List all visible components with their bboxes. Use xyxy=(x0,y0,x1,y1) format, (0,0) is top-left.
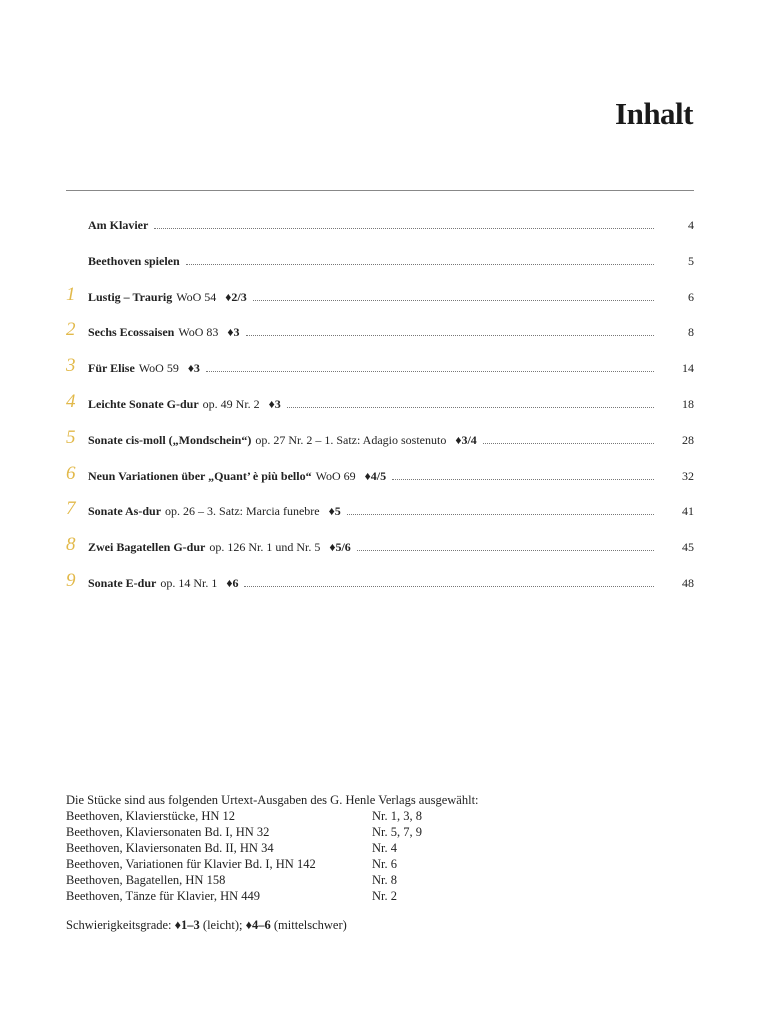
toc-entry-difficulty: ♦5 xyxy=(328,504,341,519)
dot-leader xyxy=(483,443,654,444)
toc-entry[interactable] xyxy=(66,534,694,554)
toc-entry-difficulty: ♦4/5 xyxy=(364,468,387,483)
toc-entry[interactable] xyxy=(66,212,694,232)
dot-leader xyxy=(287,407,654,408)
source-numbers: Nr. 6 xyxy=(372,857,397,871)
toc-entry[interactable] xyxy=(66,391,694,411)
toc-entry-subtitle: op. 27 Nr. 2 – 1. Satz: Adagio sostenuto xyxy=(255,432,447,447)
difficulty-label: Schwierigkeitsgrade: xyxy=(66,918,172,932)
toc-entry-number: 7 xyxy=(66,498,76,520)
toc-entry[interactable] xyxy=(66,319,694,339)
title-rule xyxy=(66,190,694,191)
source-row xyxy=(66,856,479,872)
toc-entry-title: Zwei Bagatellen G-dur xyxy=(88,540,206,555)
toc-entry-text xyxy=(88,433,477,447)
toc-entry-text xyxy=(88,361,200,375)
toc-entry-title: Für Elise xyxy=(88,361,135,376)
toc-entry-subtitle: WoO 83 xyxy=(178,325,219,340)
toc-entry-number: 3 xyxy=(66,355,76,377)
toc-entry-difficulty: ♦3 xyxy=(227,325,240,340)
toc-entry-page: 32 xyxy=(682,468,694,483)
toc-entry[interactable] xyxy=(66,355,694,375)
toc-entry-subtitle: op. 14 Nr. 1 xyxy=(160,576,218,590)
toc-entry-text xyxy=(88,254,180,268)
dot-leader xyxy=(347,514,654,515)
source-row xyxy=(66,872,479,888)
toc-entry-difficulty: ♦6 xyxy=(226,576,239,590)
difficulty-legend xyxy=(66,918,347,933)
source-numbers: Nr. 8 xyxy=(372,873,397,887)
sources-list xyxy=(66,808,479,904)
toc-entry-number: 4 xyxy=(66,391,76,412)
toc-entry-title: Sonate cis-moll („Mondschein“) xyxy=(88,432,252,447)
source-row xyxy=(66,824,479,840)
toc-entry-difficulty: ♦5/6 xyxy=(329,540,351,555)
toc-entry-text xyxy=(88,218,148,232)
source-numbers: Nr. 4 xyxy=(372,841,397,855)
dot-leader xyxy=(246,335,655,336)
source-book: Beethoven, Tänze für Klavier, HN 449 xyxy=(66,889,260,903)
source-book: Beethoven, Bagatellen, HN 158 xyxy=(66,873,226,887)
toc-entry-difficulty: ♦2/3 xyxy=(225,289,247,304)
toc-entry-text xyxy=(88,469,386,483)
toc-entry[interactable] xyxy=(66,570,694,590)
difficulty-easy-range: ♦1–3 xyxy=(174,918,200,932)
toc-entry-subtitle: WoO 54 xyxy=(176,289,217,304)
sources-intro: Die Stücke sind aus folgenden Urtext-Ausgaben des G. Henle Verlags ausgewählt: xyxy=(66,793,479,807)
toc-entry-title: Lustig – Traurig xyxy=(88,289,173,304)
source-book: Beethoven, Klavierstücke, HN 12 xyxy=(66,809,236,823)
toc-entry-page: 28 xyxy=(682,432,694,447)
toc-entry-number: 1 xyxy=(66,283,76,305)
toc-entry-title: Sechs Ecossaisen xyxy=(88,325,175,340)
toc-entry-subtitle: WoO 69 xyxy=(315,468,356,483)
toc-entry-text xyxy=(88,504,341,518)
source-numbers: Nr. 1, 3, 8 xyxy=(372,809,422,823)
dot-leader xyxy=(154,228,654,229)
toc-entry-number: 6 xyxy=(66,462,76,484)
toc-entry-text xyxy=(88,540,351,554)
dot-leader xyxy=(392,479,654,480)
toc-entry-text xyxy=(88,576,238,590)
page-title: Inhalt xyxy=(615,96,693,131)
dot-leader xyxy=(253,300,654,301)
toc-entry-page: 45 xyxy=(682,540,694,555)
toc-entry-page: 41 xyxy=(682,504,694,519)
toc-entry-page: 48 xyxy=(682,576,694,590)
toc-entry-title: Sonate As-dur xyxy=(88,504,162,519)
toc-entry-subtitle: op. 26 – 3. Satz: Marcia funebre xyxy=(165,504,320,519)
dot-leader xyxy=(357,550,654,551)
toc-entry-number: 5 xyxy=(66,426,76,448)
difficulty-medium-range: ♦4–6 xyxy=(245,918,271,932)
source-book: Beethoven, Variationen für Klavier Bd. I, HN 142 xyxy=(66,857,316,871)
source-book: Beethoven, Klaviersonaten Bd. I, HN 32 xyxy=(66,825,270,839)
toc-entry-page: 5 xyxy=(688,253,694,268)
source-row xyxy=(66,888,479,904)
sources-block xyxy=(66,792,479,904)
difficulty-easy-text: (leicht); xyxy=(202,918,243,932)
dot-leader xyxy=(206,371,654,372)
toc-entry-text xyxy=(88,290,247,304)
toc-entry-page: 6 xyxy=(688,289,694,304)
toc-entry[interactable] xyxy=(66,427,694,447)
dot-leader xyxy=(186,264,654,265)
toc-entry-subtitle: op. 49 Nr. 2 xyxy=(202,397,260,411)
toc-entry[interactable] xyxy=(66,498,694,518)
toc-entry-subtitle: WoO 59 xyxy=(138,361,179,376)
source-row xyxy=(66,808,479,824)
difficulty-medium-text: (mittelschwer) xyxy=(273,918,347,932)
source-book: Beethoven, Klaviersonaten Bd. II, HN 34 xyxy=(66,841,274,855)
toc-entry-title: Am Klavier xyxy=(88,218,149,232)
toc-entry[interactable] xyxy=(66,463,694,483)
source-row xyxy=(66,840,479,856)
toc-entry-text xyxy=(88,325,240,339)
toc-entry-subtitle: op. 126 Nr. 1 und Nr. 5 xyxy=(209,540,321,555)
toc-entry-number: 9 xyxy=(66,570,76,591)
toc-entry-title: Sonate E-dur xyxy=(88,576,157,590)
toc-entry-text xyxy=(88,397,281,411)
toc-entry-page: 8 xyxy=(688,325,694,340)
toc-entry-number: 2 xyxy=(66,319,76,341)
source-numbers: Nr. 5, 7, 9 xyxy=(372,825,422,839)
toc-entry-difficulty: ♦3 xyxy=(268,397,281,411)
toc-entry-difficulty: ♦3/4 xyxy=(455,432,477,447)
toc-entry[interactable] xyxy=(66,284,694,304)
toc-entry-difficulty: ♦3 xyxy=(187,361,200,376)
toc-entry-number: 8 xyxy=(66,534,76,556)
toc-entry-page: 14 xyxy=(682,361,694,376)
toc-entry-page: 18 xyxy=(682,397,694,411)
source-numbers: Nr. 2 xyxy=(372,889,397,903)
toc-entry-title: Neun Variationen über „Quant’ è più bello“ xyxy=(88,468,312,483)
toc-entry-title: Leichte Sonate G-dur xyxy=(88,397,199,411)
toc-entry-title: Beethoven spielen xyxy=(88,253,180,268)
toc-entry[interactable] xyxy=(66,248,694,268)
dot-leader xyxy=(244,586,654,587)
toc-entry-page: 4 xyxy=(688,218,694,232)
